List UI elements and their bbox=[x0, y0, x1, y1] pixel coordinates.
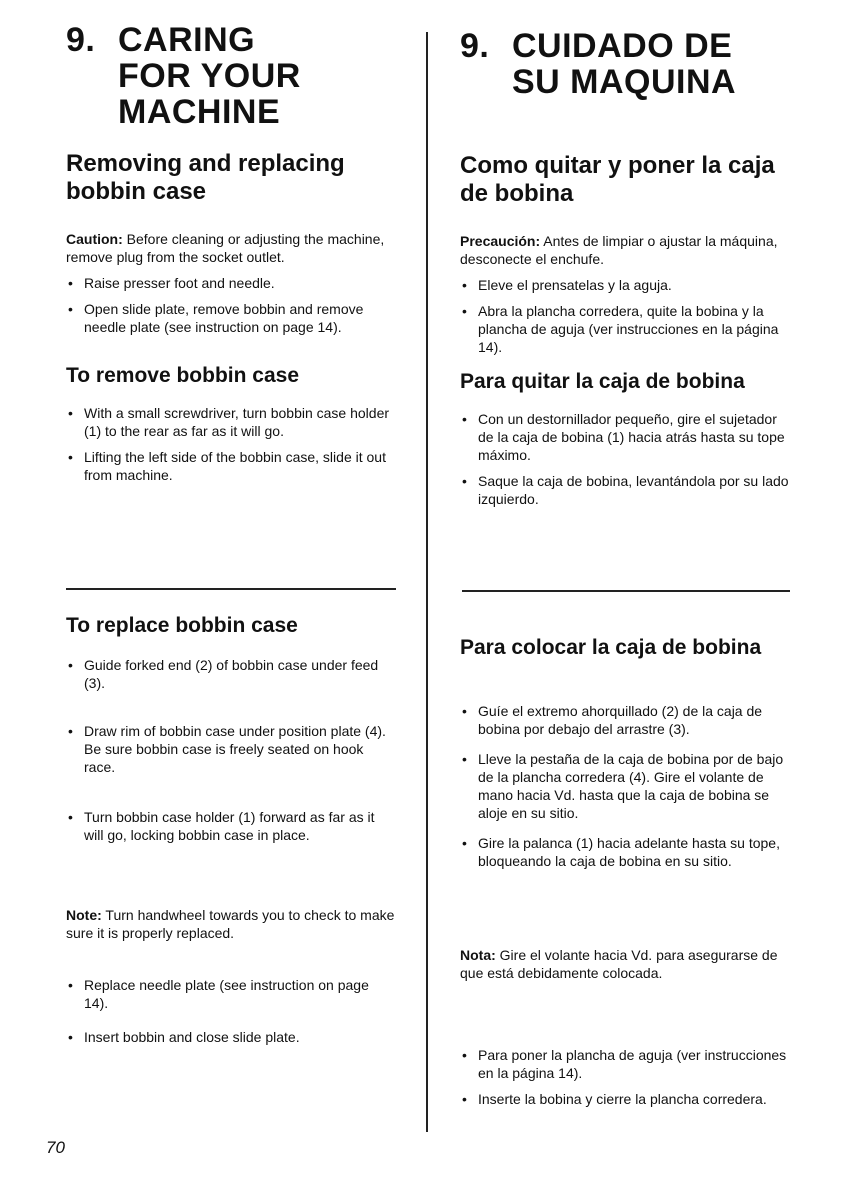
left-replace-list bbox=[66, 656, 396, 844]
page-number: 70 bbox=[46, 1138, 65, 1157]
right-remove-heading: Para quitar la caja de bobina bbox=[460, 370, 745, 393]
list-item: • Raise presser foot and needle. bbox=[66, 274, 396, 292]
list-item: • Insert bobbin and close slide plate. bbox=[66, 1028, 396, 1046]
list-item: • Lleve la pestaña de la caja de bobina por de bajo de la plancha corredera (4). Gire el volante de mano hacia Vd. hasta que la caja de bobina se aloje en su sitio. bbox=[460, 750, 790, 822]
left-caution bbox=[66, 230, 396, 266]
left-prep-list bbox=[66, 274, 396, 336]
right-caution bbox=[460, 232, 790, 268]
right-note bbox=[460, 946, 790, 982]
list-item: • Open slide plate, remove bobbin and remove needle plate (see instruction on page 14). bbox=[66, 300, 396, 336]
right-note-label: Nota: bbox=[460, 947, 496, 963]
list-item: • Con un destornillador pequeño, gire el sujetador de la caja de bobina (1) hacia atrás hasta su tope máximo. bbox=[460, 410, 790, 464]
left-title-line: MACHINE bbox=[118, 93, 281, 131]
right-title-line: CUIDADO DE bbox=[512, 27, 733, 65]
right-caution-label: Precaución: bbox=[460, 233, 541, 249]
list-item: • Inserte la bobina y cierre la plancha corredera. bbox=[460, 1090, 790, 1108]
right-replace-list bbox=[460, 702, 790, 870]
left-remove-list bbox=[66, 404, 396, 484]
list-item: • Guide forked end (2) of bobbin case under feed (3). bbox=[66, 656, 396, 692]
list-item: • Gire la palanca (1) hacia adelante hasta su tope, bloqueando la caja de bobina en su sitio. bbox=[460, 834, 790, 870]
left-note bbox=[66, 906, 396, 942]
right-caution-text: Antes de limpiar o ajustar la máquina, desconecte el enchufe. bbox=[460, 233, 778, 267]
list-item: • Para poner la plancha de aguja (ver instrucciones en la página 14). bbox=[460, 1046, 790, 1082]
right-title-number: 9. bbox=[460, 27, 490, 65]
left-caution-label: Caution: bbox=[66, 231, 123, 247]
right-note-text: Gire el volante hacia Vd. para asegurarse de que está debidamente colocada. bbox=[460, 947, 778, 981]
right-replace-heading: Para colocar la caja de bobina bbox=[460, 636, 762, 659]
left-title-line: FOR YOUR bbox=[118, 57, 301, 95]
list-item: • Guíe el extremo ahorquillado (2) de la caja de bobina por debajo del arrastre (3). bbox=[460, 702, 790, 738]
left-replace-heading: To replace bobbin case bbox=[66, 614, 298, 637]
list-item: • Lifting the left side of the bobbin case, slide it out from machine. bbox=[66, 448, 396, 484]
right-section-heading: Como quitar y poner la caja de bobina bbox=[460, 152, 775, 207]
right-title-line: SU MAQUINA bbox=[512, 63, 737, 101]
left-caution-text: Before cleaning or adjusting the machine, remove plug from the socket outlet. bbox=[66, 231, 385, 265]
left-title-number: 9. bbox=[66, 21, 96, 59]
left-final-list bbox=[66, 976, 396, 1046]
list-item: • Replace needle plate (see instruction on page 14). bbox=[66, 976, 396, 1012]
left-title-line: CARING bbox=[118, 21, 256, 59]
left-section-divider bbox=[66, 588, 396, 590]
left-section-heading: Removing and replacing bobbin case bbox=[66, 150, 345, 205]
list-item: • Eleve el prensatelas y la aguja. bbox=[460, 276, 790, 294]
right-section-divider bbox=[462, 590, 790, 592]
right-remove-list bbox=[460, 410, 790, 508]
left-note-text: Turn handwheel towards you to check to make sure it is properly replaced. bbox=[66, 907, 395, 941]
right-final-list bbox=[460, 1046, 790, 1108]
left-remove-heading: To remove bobbin case bbox=[66, 364, 299, 387]
right-page-title bbox=[460, 28, 820, 104]
list-item: • With a small screwdriver, turn bobbin case holder (1) to the rear as far as it will go. bbox=[66, 404, 396, 440]
right-prep-list bbox=[460, 276, 790, 356]
list-item: • Abra la plancha corredera, quite la bobina y la plancha de aguja (ver instrucciones en la página 14). bbox=[460, 302, 790, 356]
list-item: • Saque la caja de bobina, levantándola por su lado izquierdo. bbox=[460, 472, 790, 508]
left-page-title bbox=[66, 22, 406, 134]
list-item: • Draw rim of bobbin case under position plate (4). Be sure bobbin case is freely seated on hook race. bbox=[66, 722, 396, 776]
left-note-label: Note: bbox=[66, 907, 102, 923]
column-divider bbox=[426, 32, 428, 1132]
list-item: • Turn bobbin case holder (1) forward as far as it will go, locking bobbin case in place. bbox=[66, 808, 396, 844]
